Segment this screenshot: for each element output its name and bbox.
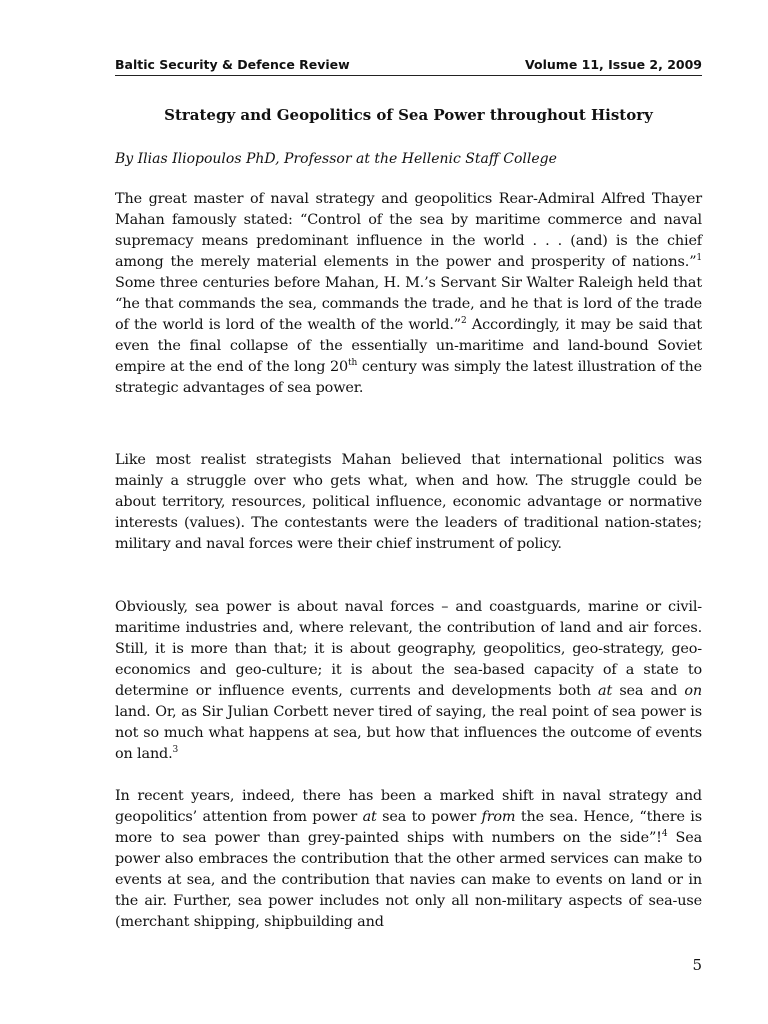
paragraph-1 xyxy=(115,189,702,399)
page-number: 5 xyxy=(692,956,702,974)
paragraph-text: sea to power xyxy=(376,809,482,825)
paragraph-text: The great master of naval strategy and geopolitics Rear-Admiral Alfred Thayer Mahan famously stated: “Control of the sea by maritime commerce and naval supremacy means predominant influence in the world . . . (and) is the chief among the merely material elements in the power and prosperity of nations.” xyxy=(115,191,702,270)
ordinal-suffix: th xyxy=(348,358,358,369)
paragraph-text: In recent years, indeed, there has been a marked shift in naval strategy and geopolitics’ attention from power xyxy=(115,788,702,825)
paragraph-text: Obviously, sea power is about naval forces – and coastguards, marine or civil-maritime industries and, where relevant, the contribution of land and air forces. Still, it is more than that; it is about geography, geopolitics, geo-strategy, geo-economics and geo-culture; it is about the sea-based capacity of a state to determine or influence events, currents and developments both xyxy=(115,599,702,699)
emphasis: at xyxy=(598,683,613,699)
paragraph-text: Accordingly, it may be said that even the final collapse of the essentially un-maritime and land-bound Soviet empire at the end of the long 20 xyxy=(115,317,702,375)
paragraph-text: Sea power also embraces the contribution that the other armed services can make to events at sea, and the contribution that navies can make to events on land or in the air. Further, sea power includes not only all non-military aspects of sea-use (merchant shipping, shipbuilding and xyxy=(115,830,702,930)
footnote-ref-3[interactable]: 3 xyxy=(172,745,179,756)
paragraph-2: Like most realist strategists Mahan believed that international politics was mainly a struggle over who gets what, when and how. The struggle could be about territory, resources, political influence, economic advantage or normative interests (values). The contestants were the leaders of traditional nation-states; military and naval forces were their chief instrument of policy. xyxy=(115,452,702,552)
emphasis: at xyxy=(362,809,377,825)
emphasis: on xyxy=(684,683,702,699)
author-byline: By Ilias Iliopoulos PhD, Professor at the Hellenic Staff College xyxy=(115,151,557,167)
footnote-ref-1[interactable]: 1 xyxy=(696,253,702,264)
paragraph-text: century was simply the latest illustration of the strategic advantages of sea power. xyxy=(115,359,703,396)
paragraph-text: sea and xyxy=(612,683,685,699)
journal-name: Baltic Security & Defence Review xyxy=(115,57,350,72)
paragraph-text: land. Or, as Sir Julian Corbett never tired of saying, the real point of sea power is not so much what happens at sea, but how that influences the outcome of events on land. xyxy=(115,704,702,762)
paragraph-text: Some three centuries before Mahan, H. M.’s Servant Sir Walter Raleigh held that “he that commands the sea, commands the trade, and he that is lord of the trade of the world is lord of the wealth of the world.” xyxy=(115,275,702,333)
paragraph-4 xyxy=(115,786,702,933)
paragraph-text: the sea. Hence, “there is more to sea power than grey-painted ships with numbers on the side”! xyxy=(115,809,702,846)
footnote-ref-2[interactable]: 2 xyxy=(460,316,467,327)
emphasis: from xyxy=(481,809,516,825)
paragraph-3 xyxy=(115,597,702,765)
footnote-ref-4[interactable]: 4 xyxy=(661,829,668,840)
running-header xyxy=(115,57,702,76)
article-title: Strategy and Geopolitics of Sea Power throughout History xyxy=(164,106,653,124)
volume-issue: Volume 11, Issue 2, 2009 xyxy=(525,57,702,72)
